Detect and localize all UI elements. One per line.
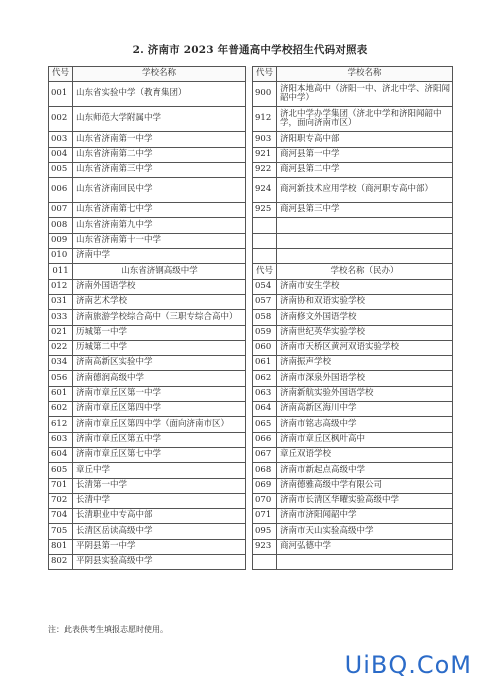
school-code: 705	[49, 524, 73, 539]
school-name: 济南市天桥区黄河双语实验学校	[277, 340, 453, 355]
school-name: 济南市章丘区第七中学	[73, 447, 246, 462]
table-row	[49, 386, 453, 401]
table-row	[49, 417, 453, 432]
column-gap	[246, 132, 253, 147]
header-code-right: 代号	[253, 67, 277, 82]
school-code: 057	[253, 294, 277, 309]
school-code: 059	[253, 325, 277, 340]
school-code-table	[48, 66, 453, 570]
column-gap	[246, 493, 253, 508]
school-code: 004	[49, 147, 73, 162]
header-code-private: 代号	[253, 264, 277, 279]
school-code: 924	[253, 178, 277, 203]
school-name: 济北中学办学集团（济北中学和济阳闻韶中学，面向济南市区）	[277, 107, 453, 132]
school-code: 061	[253, 356, 277, 371]
school-code: 095	[253, 524, 277, 539]
column-gap	[246, 82, 253, 107]
school-code	[253, 249, 277, 264]
school-name	[277, 233, 453, 248]
school-code: 056	[49, 371, 73, 386]
school-code: 034	[49, 356, 73, 371]
school-code: 704	[49, 509, 73, 524]
school-name: 济南德润高级中学	[73, 371, 246, 386]
school-code: 912	[253, 107, 277, 132]
column-gap	[246, 147, 253, 162]
school-code: 058	[253, 310, 277, 325]
school-name: 济南高新区实验中学	[73, 356, 246, 371]
column-gap	[246, 310, 253, 325]
table-row	[49, 524, 453, 539]
school-code	[253, 233, 277, 248]
school-code: 067	[253, 447, 277, 462]
table-row	[49, 107, 453, 132]
school-name: 济南市深泉外国语学校	[277, 371, 453, 386]
school-code: 022	[49, 340, 73, 355]
school-name: 济南艺术学校	[73, 294, 246, 309]
watermark-logo: UiBQ.CoM	[344, 651, 472, 679]
table-row	[49, 539, 453, 554]
school-code: 002	[49, 107, 73, 132]
table-row	[49, 178, 453, 203]
school-code: 071	[253, 509, 277, 524]
school-name: 长清区岳读高级中学	[73, 524, 246, 539]
table-row	[49, 264, 453, 279]
school-code: 065	[253, 417, 277, 432]
header-name-private: 学校名称（民办）	[277, 264, 453, 279]
column-gap	[246, 509, 253, 524]
school-code	[253, 555, 277, 570]
column-gap	[246, 478, 253, 493]
school-code: 604	[49, 447, 73, 462]
school-name: 济阳本地高中（济阳一中、济北中学、济阳闻韶中学）	[277, 82, 453, 107]
school-name: 山东省济南回民中学	[73, 178, 246, 203]
school-name: 济南协和双语实验学校	[277, 294, 453, 309]
school-name: 济南振声学校	[277, 356, 453, 371]
school-code: 921	[253, 147, 277, 162]
school-name: 山东省济南第十一中学	[73, 233, 246, 248]
school-code: 701	[49, 478, 73, 493]
school-code: 031	[49, 294, 73, 309]
table-row	[49, 132, 453, 147]
column-gap	[246, 524, 253, 539]
school-name: 山东省济南第二中学	[73, 147, 246, 162]
school-name: 济南市济阳闻韶中学	[277, 509, 453, 524]
column-gap	[246, 356, 253, 371]
school-code: 006	[49, 178, 73, 203]
school-code: 066	[253, 432, 277, 447]
table-header-row	[49, 67, 453, 82]
school-code: 010	[49, 249, 73, 264]
table-row	[49, 162, 453, 177]
school-code: 069	[253, 478, 277, 493]
table-row	[49, 218, 453, 233]
table-row	[49, 356, 453, 371]
column-gap	[246, 555, 253, 570]
table-row	[49, 82, 453, 107]
school-code: 062	[253, 371, 277, 386]
school-name: 济南市章丘区第四中学（面向济南市区）	[73, 417, 246, 432]
school-code: 903	[253, 132, 277, 147]
school-name: 长清中学	[73, 493, 246, 508]
school-code: 605	[49, 463, 73, 478]
school-name: 济南市章丘区第一中学	[73, 386, 246, 401]
school-code: 007	[49, 203, 73, 218]
school-name: 商河县第一中学	[277, 147, 453, 162]
column-gap	[246, 402, 253, 417]
school-name: 章丘中学	[73, 463, 246, 478]
school-name: 山东省济南第九中学	[73, 218, 246, 233]
school-name: 济南修文外国语学校	[277, 310, 453, 325]
school-name: 长清职业中专高中部	[73, 509, 246, 524]
school-code: 702	[49, 493, 73, 508]
school-name: 济南市天山实验高级中学	[277, 524, 453, 539]
table-row	[49, 249, 453, 264]
school-name: 历城第二中学	[73, 340, 246, 355]
school-name	[277, 249, 453, 264]
school-code: 008	[49, 218, 73, 233]
school-name: 济南市铭志高级中学	[277, 417, 453, 432]
school-code: 923	[253, 539, 277, 554]
table-row	[49, 294, 453, 309]
page-title: 2. 济南市 2023 年普通高中学校招生代码对照表	[132, 44, 368, 56]
school-code: 068	[253, 463, 277, 478]
school-code: 060	[253, 340, 277, 355]
school-name: 济南市章丘区枫叶高中	[277, 432, 453, 447]
school-name: 商河县第二中学	[277, 162, 453, 177]
school-name: 济南中学	[73, 249, 246, 264]
table-row	[49, 493, 453, 508]
school-name: 济南新航实验外国语学校	[277, 386, 453, 401]
table-row	[49, 203, 453, 218]
column-gap	[246, 67, 253, 82]
school-name: 济南外国语学校	[73, 279, 246, 294]
school-code: 005	[49, 162, 73, 177]
school-code: 054	[253, 279, 277, 294]
school-name: 济南市章丘区第四中学	[73, 402, 246, 417]
school-name	[277, 218, 453, 233]
school-name: 济南市长清区华曜实验高级中学	[277, 493, 453, 508]
school-name: 章丘双语学校	[277, 447, 453, 462]
school-code: 801	[49, 539, 73, 554]
column-gap	[246, 233, 253, 248]
school-code: 003	[49, 132, 73, 147]
school-code: 021	[49, 325, 73, 340]
school-name: 商河弘德中学	[277, 539, 453, 554]
header-code-left: 代号	[49, 67, 73, 82]
school-name: 山东省济南第一中学	[73, 132, 246, 147]
column-gap	[246, 249, 253, 264]
school-code: 922	[253, 162, 277, 177]
school-name: 平阴县实验高级中学	[73, 555, 246, 570]
school-name: 济南旅游学校综合高中（三职专综合高中）	[73, 310, 246, 325]
column-gap	[246, 371, 253, 386]
table-row	[49, 478, 453, 493]
column-gap	[246, 325, 253, 340]
column-gap	[246, 294, 253, 309]
column-gap	[246, 178, 253, 203]
school-code: 063	[253, 386, 277, 401]
table-row	[49, 147, 453, 162]
column-gap	[246, 203, 253, 218]
table-row	[49, 447, 453, 462]
school-code: 603	[49, 432, 73, 447]
column-gap	[246, 417, 253, 432]
column-gap	[246, 107, 253, 132]
school-name: 济阳职专高中部	[277, 132, 453, 147]
table-row	[49, 279, 453, 294]
table-row	[49, 310, 453, 325]
school-name: 济南市新起点高级中学	[277, 463, 453, 478]
column-gap	[246, 432, 253, 447]
school-name: 济南德雅高级中学有限公司	[277, 478, 453, 493]
school-name: 山东省济钢高级中学	[73, 264, 246, 279]
school-name: 商河新技术应用学校（商河职专高中部）	[277, 178, 453, 203]
school-name: 商河县第三中学	[277, 203, 453, 218]
school-code: 009	[49, 233, 73, 248]
school-name	[277, 555, 453, 570]
school-name: 山东省济南第七中学	[73, 203, 246, 218]
table-row	[49, 340, 453, 355]
school-code: 900	[253, 82, 277, 107]
column-gap	[246, 447, 253, 462]
column-gap	[246, 539, 253, 554]
school-name: 平阴县第一中学	[73, 539, 246, 554]
school-code: 001	[49, 82, 73, 107]
school-name: 济南高新区海川中学	[277, 402, 453, 417]
school-name: 山东省实验中学（教育集团）	[73, 82, 246, 107]
school-code: 064	[253, 402, 277, 417]
school-code: 033	[49, 310, 73, 325]
header-name-right: 学校名称	[277, 67, 453, 82]
school-name: 历城第一中学	[73, 325, 246, 340]
column-gap	[246, 218, 253, 233]
school-code: 012	[49, 279, 73, 294]
footnote: 注：此表供考生填报志愿时使用。	[48, 625, 168, 634]
table-row	[49, 371, 453, 386]
school-code: 011	[49, 264, 73, 279]
table-row	[49, 325, 453, 340]
school-name: 济南世纪英华实验学校	[277, 325, 453, 340]
school-code: 612	[49, 417, 73, 432]
school-name: 山东省济南第三中学	[73, 162, 246, 177]
column-gap	[246, 463, 253, 478]
table-row	[49, 432, 453, 447]
school-code: 602	[49, 402, 73, 417]
school-name: 长清第一中学	[73, 478, 246, 493]
school-code: 070	[253, 493, 277, 508]
school-code: 802	[49, 555, 73, 570]
column-gap	[246, 162, 253, 177]
table-row	[49, 463, 453, 478]
school-name: 济南市章丘区第五中学	[73, 432, 246, 447]
column-gap	[246, 279, 253, 294]
column-gap	[246, 340, 253, 355]
column-gap	[246, 386, 253, 401]
school-code: 601	[49, 386, 73, 401]
school-code	[253, 218, 277, 233]
school-name: 济南市安生学校	[277, 279, 453, 294]
table-row	[49, 509, 453, 524]
school-name: 山东师范大学附属中学	[73, 107, 246, 132]
table-row	[49, 555, 453, 570]
column-gap	[246, 264, 253, 279]
table-row	[49, 402, 453, 417]
school-code: 925	[253, 203, 277, 218]
header-name-left: 学校名称	[73, 67, 246, 82]
table-row	[49, 233, 453, 248]
